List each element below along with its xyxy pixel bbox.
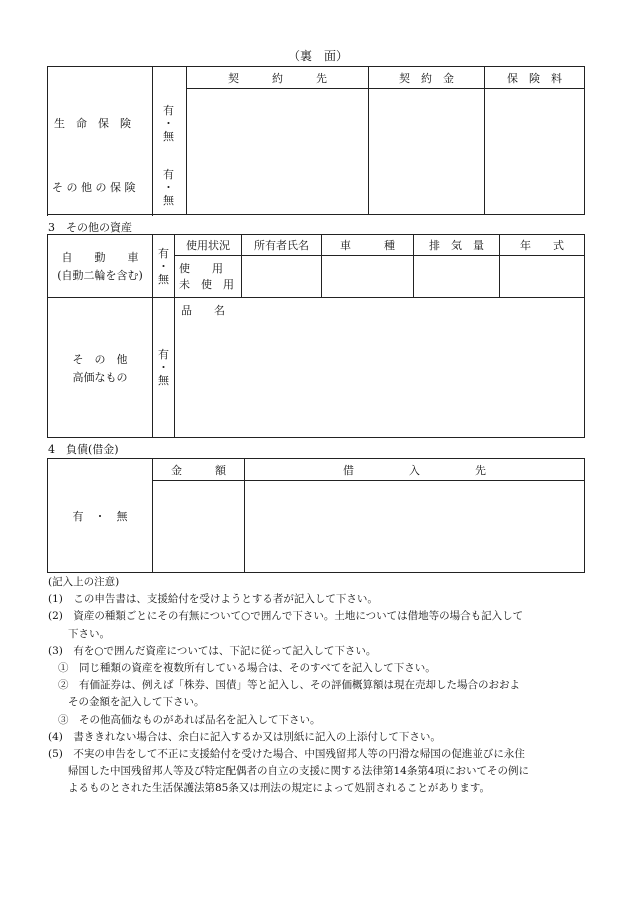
note-line: その金額を記入して下さい。 [68, 696, 205, 709]
note-line: (5) 不実の申告をして不正に支援給付を受けた場合、中国残留邦人等の円滑な帰国の促進並びに永住 [48, 748, 525, 761]
car-umu: 有 ・ 無 [153, 235, 175, 298]
header-displacement: 排 気 量 [414, 235, 500, 256]
note-line: ③ その他高価なものがあれば品名を記入して下さい。 [58, 713, 321, 726]
note-line: (3) 有を○で囲んだ資産については、下記に従って記入して下さい。 [48, 644, 377, 657]
page-title: （裏 面） [288, 49, 349, 63]
note-line: ② 有価証券は、例えば「株券、国債」等と記入し、その評価概算額は現在売却した場合のおおよ [58, 679, 520, 692]
other-assets-table [47, 234, 585, 438]
debt-amount-cell[interactable] [153, 481, 245, 573]
notes-section [48, 574, 588, 798]
life-insurance-label: 生 命 保 険 [54, 117, 131, 130]
note-line: (4) 書ききれない場合は、余白に記入するか又は別紙に記入の上添付して下さい。 [48, 730, 441, 743]
car-label: 自 動 車 (自動二輪を含む) [48, 235, 153, 298]
section3-title: 3 その他の資産 [48, 221, 132, 234]
header-lender: 借 入 先 [245, 459, 585, 481]
note-line: (1) この申告書は、支援給付を受けようとする者が記入して下さい。 [48, 593, 378, 606]
debt-table [47, 458, 585, 573]
car-model-cell[interactable] [322, 256, 414, 298]
other-insurance-label: そ の 他 の 保 険 [52, 181, 136, 194]
insurance-table-bottom-line [47, 214, 584, 215]
note-line: 下さい。 [68, 627, 110, 640]
header-year: 年 式 [500, 235, 585, 256]
header-debt-amount: 金 額 [153, 459, 245, 481]
header-contractor: 契 約 先 [187, 67, 369, 89]
header-car-model: 車 種 [322, 235, 414, 256]
insurance-table [47, 66, 585, 215]
section4-title: 4 負債(借金) [48, 443, 119, 456]
owner-name-cell[interactable] [242, 256, 322, 298]
header-owner-name: 所有者氏名 [242, 235, 322, 256]
premium-cell[interactable] [485, 89, 585, 215]
note-line: 帰国した中国残留邦人等及び特定配偶者の自立の支援に関する法律第14条第4項においてその例に [68, 765, 530, 778]
note-line: よるものとされた生活保護法第85条又は刑法の規定によって処罰されることがあります。 [68, 782, 491, 795]
note-line: (2) 資産の種類ごとにその有無について○で囲んで下さい。土地については借地等の場合も記入して [48, 610, 524, 623]
item-name-label: 品 名 [181, 304, 225, 317]
header-premium: 保 険 料 [485, 67, 585, 89]
item-name-cell[interactable] [175, 298, 585, 438]
header-contract-amount: 契 約 金 [369, 67, 485, 89]
lender-cell[interactable] [245, 481, 585, 573]
notes-title: (記入上の注意) [48, 576, 120, 588]
contractor-cell[interactable] [187, 89, 369, 215]
debt-umu: 有 ・ 無 [48, 459, 153, 573]
header-usage: 使用状況 [175, 235, 242, 256]
other-insurance-umu: 有 ・ 無 [163, 168, 174, 207]
usage-cell[interactable]: 使 用 未 使 用 [175, 256, 242, 298]
note-line: ① 同じ種類の資産を複数所有している場合は、そのすべてを記入して下さい。 [58, 662, 436, 675]
contract-amount-cell[interactable] [369, 89, 485, 215]
other-valuables-label: そ の 他 高価なもの [48, 298, 153, 438]
year-cell[interactable] [500, 256, 585, 298]
displacement-cell[interactable] [414, 256, 500, 298]
life-insurance-umu: 有 ・ 無 [163, 104, 174, 143]
other-valuables-umu: 有 ・ 無 [153, 298, 175, 438]
